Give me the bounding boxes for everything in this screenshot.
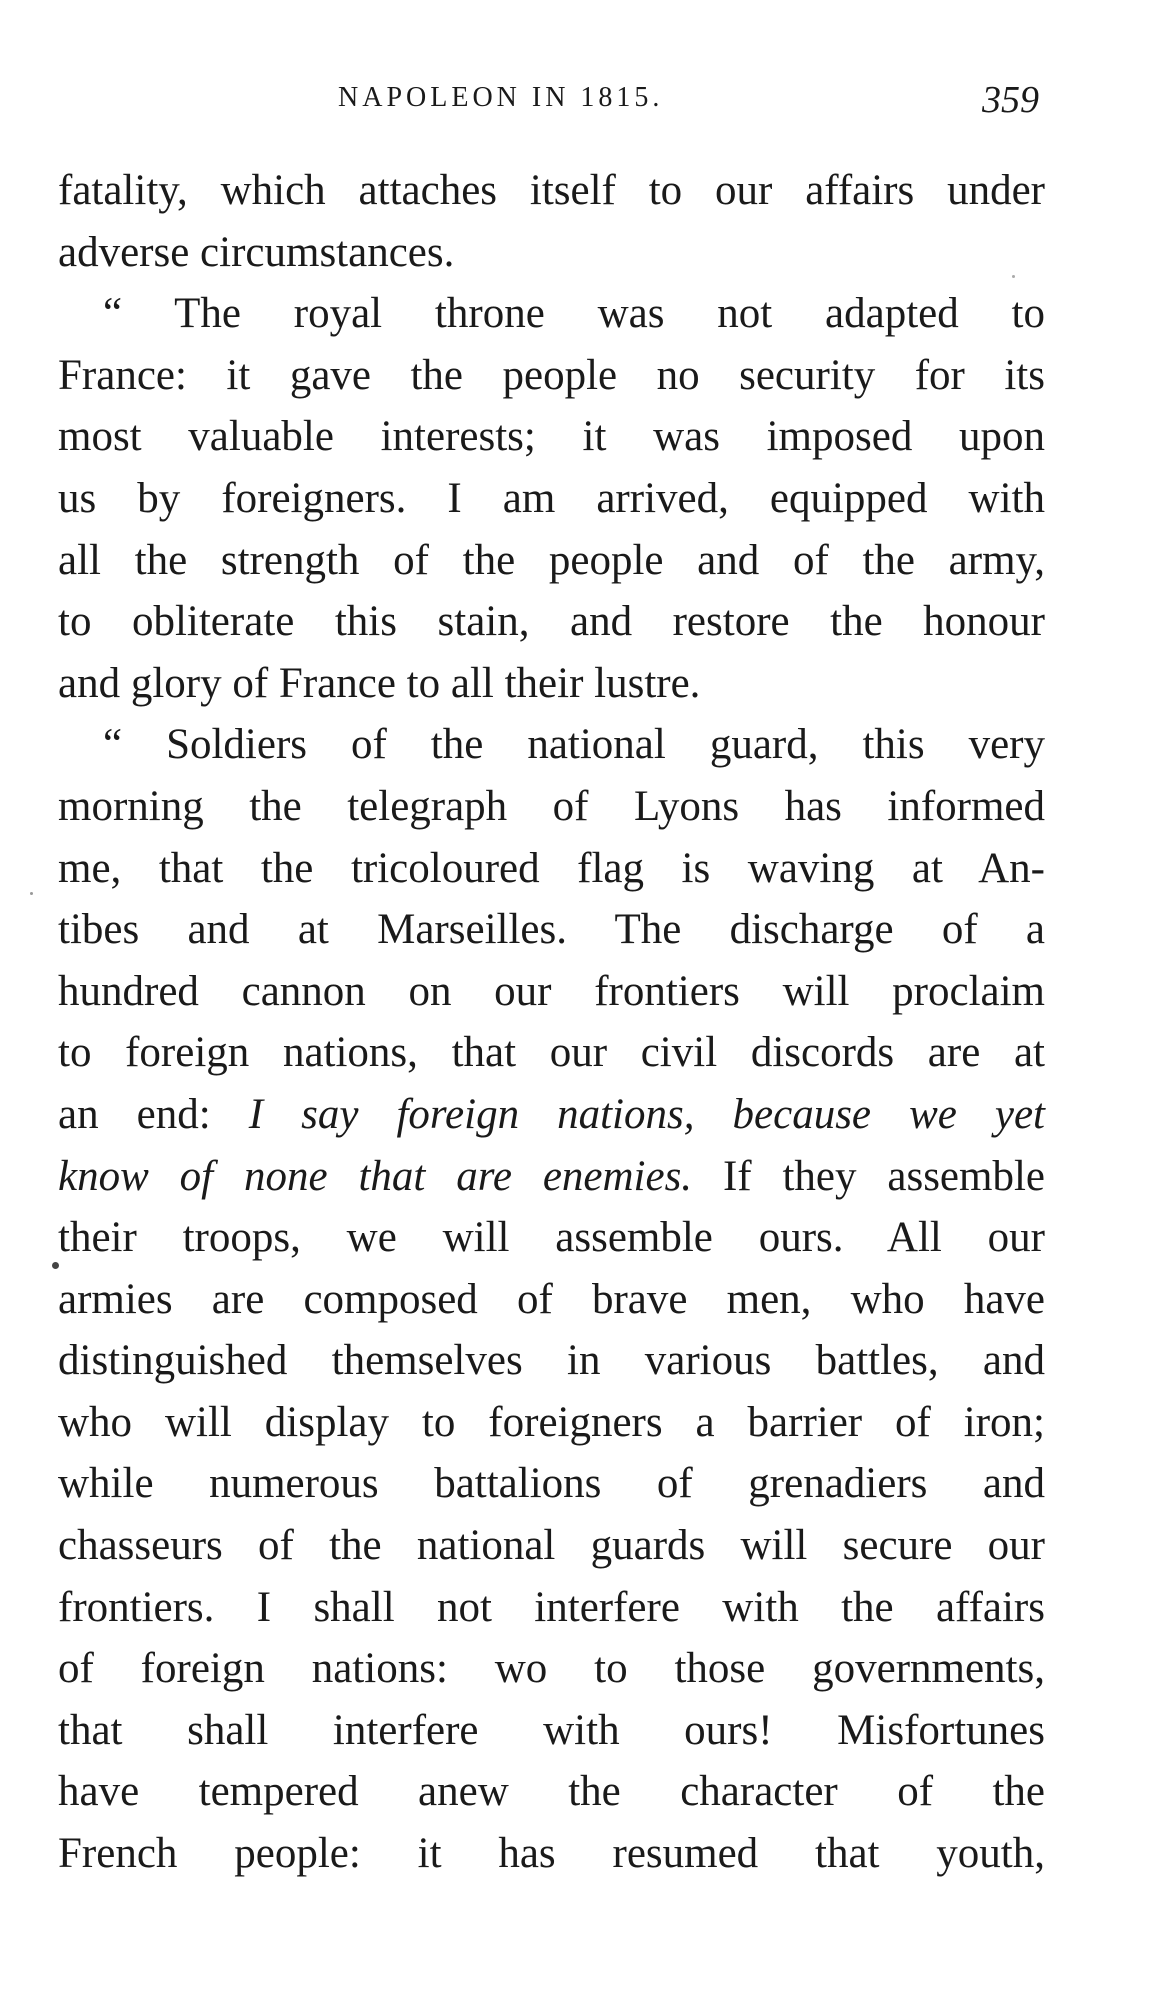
text-line: who will display to foreigners a barrier of iron; bbox=[58, 1398, 1045, 1446]
text-line: me, that the tricoloured flag is waving at An- bbox=[58, 844, 1045, 892]
text-line: most valuable interests; it was imposed upon bbox=[58, 413, 1045, 461]
page-header bbox=[58, 78, 1045, 126]
text-line: adverse circumstances. bbox=[58, 228, 455, 276]
text-line: of foreign nations: wo to those governments, bbox=[58, 1645, 1045, 1693]
ink-speck bbox=[52, 1262, 59, 1269]
text-line: hundred cannon on our frontiers will proclaim bbox=[58, 967, 1045, 1015]
text-line: that shall interfere with ours! Misfortunes bbox=[58, 1706, 1045, 1754]
page-number: 359 bbox=[982, 79, 1039, 121]
text-line: to obliterate this stain, and restore the honour bbox=[58, 598, 1045, 646]
text-line: France: it gave the people no security for its bbox=[58, 351, 1045, 399]
text-line: fatality, which attaches itself to our affairs under bbox=[58, 167, 1045, 214]
text-line: their troops, we will assemble ours. All our bbox=[58, 1214, 1045, 1262]
ink-speck bbox=[1012, 275, 1015, 278]
text-line: “ Soldiers of the national guard, this very bbox=[103, 721, 1045, 769]
italic-emphasis: I say foreign nations, because we yet bbox=[248, 1090, 1045, 1138]
italic-emphasis: know of none that are enemies. bbox=[58, 1152, 693, 1200]
ink-speck bbox=[30, 892, 33, 895]
text-line: have tempered anew the character of the bbox=[58, 1768, 1045, 1816]
text-line: morning the telegraph of Lyons has informed bbox=[58, 782, 1045, 830]
text-line: French people: it has resumed that youth, bbox=[58, 1830, 1045, 1878]
text-line: “ The royal throne was not adapted to bbox=[103, 290, 1045, 338]
text-line: and glory of France to all their lustre. bbox=[58, 659, 701, 707]
text-line-mixed bbox=[58, 1146, 1045, 1208]
text-line: while numerous battalions of grenadiers and bbox=[58, 1460, 1045, 1508]
running-title: NAPOLEON IN 1815. bbox=[338, 82, 664, 113]
text-segment: If they assemble bbox=[692, 1152, 1045, 1200]
text-line: to foreign nations, that our civil discords are at bbox=[58, 1029, 1045, 1077]
text-line: us by foreigners. I am arrived, equipped with bbox=[58, 474, 1045, 522]
text-line-mixed bbox=[58, 1084, 1045, 1146]
text-line: distinguished themselves in various battles, and bbox=[58, 1337, 1045, 1385]
text-line: tibes and at Marseilles. The discharge of a bbox=[58, 906, 1045, 954]
text-line: chasseurs of the national guards will secure our bbox=[58, 1522, 1045, 1570]
text-segment: an end: bbox=[58, 1090, 249, 1138]
text-line: all the strength of the people and of the army, bbox=[58, 536, 1045, 584]
body-text bbox=[58, 160, 1045, 1885]
text-line: armies are composed of brave men, who have bbox=[58, 1275, 1045, 1323]
text-line: frontiers. I shall not interfere with the affairs bbox=[58, 1583, 1045, 1631]
